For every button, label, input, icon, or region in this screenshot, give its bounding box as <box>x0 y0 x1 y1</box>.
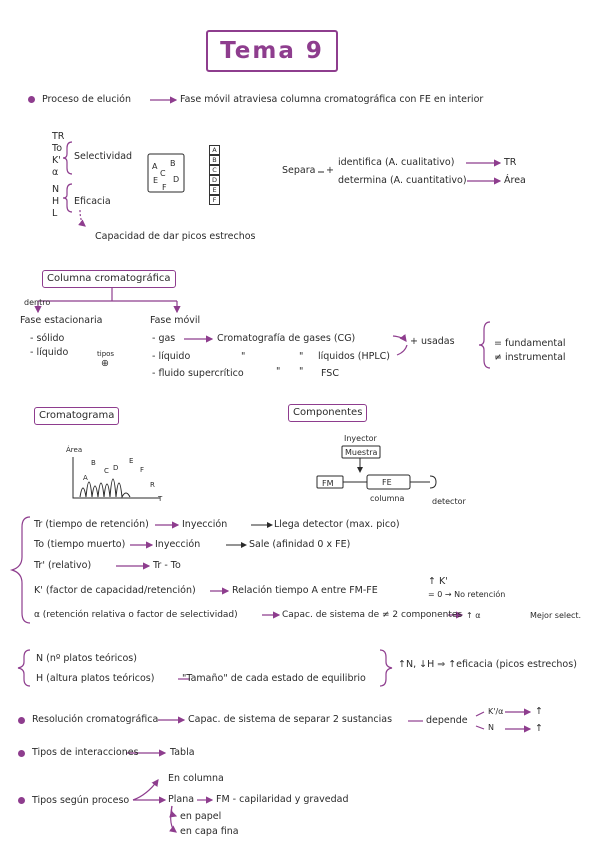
separa-plus: + <box>326 165 334 176</box>
tipos-proceso-left: Tipos según proceso <box>32 795 130 806</box>
eficacia-label: Eficacia <box>74 196 111 207</box>
tipos-interacciones-right: Tabla <box>170 747 195 758</box>
en-capa-fina-text: en capa fina <box>180 826 239 837</box>
diagram-letter: A <box>152 162 158 171</box>
resolucion-dep: depende <box>426 715 468 726</box>
fase-movil-label: Fase móvil <box>150 315 201 326</box>
peak-label: F <box>140 466 145 474</box>
columna-header: Columna cromatográfica <box>42 270 176 288</box>
diagram-letter: E <box>153 176 159 185</box>
kp-result: Relación tiempo A entre FM-FE <box>232 585 378 596</box>
determina-text: determina (A. cuantitativo) <box>338 175 467 186</box>
alpha-up: ↑ α <box>466 611 481 620</box>
tr-result: Llega detector (max. pico) <box>274 519 400 530</box>
tr-definition: Tr (tiempo de retención) <box>34 519 149 530</box>
diagram-letter: F <box>162 183 167 192</box>
to-definition: To (tiempo muerto) <box>34 539 126 550</box>
tipos-label: tipos <box>97 350 115 358</box>
peak-label: C <box>104 467 109 475</box>
fsc-text: FSC <box>321 368 339 379</box>
bullet-icon <box>18 717 25 724</box>
fm-label: FM <box>322 479 334 488</box>
resolucion-up2: ↑ <box>535 723 543 734</box>
resolucion-n: N <box>488 723 494 732</box>
peak-label: E <box>129 457 134 465</box>
fm-capilaridad-text: FM - capilaridad y gravedad <box>216 794 349 805</box>
intro-right: Fase móvil atraviesa columna cromatográfica con FE en interior <box>180 94 484 105</box>
resolucion-k-alpha: K'/α <box>488 707 504 716</box>
chart-t-label: T <box>158 495 163 503</box>
dentro-label: dentro <box>24 298 51 307</box>
separa-label: Separa <box>282 165 316 176</box>
resolucion-up1: ↑ <box>535 706 543 717</box>
peak-label: A <box>83 474 88 482</box>
fase-estacionaria-label: Fase estacionaria <box>20 315 103 326</box>
columna-label: columna <box>370 494 405 503</box>
symbol-k: K' <box>52 155 61 166</box>
fe-label: FE <box>382 478 392 487</box>
boxed-letter: D <box>209 175 220 185</box>
alpha-best: Mejor select. <box>530 611 582 620</box>
bullet-icon <box>28 96 35 103</box>
symbol-to: To <box>52 143 63 154</box>
h-result: "Tamaño" de cada estado de equilibrio <box>182 673 366 684</box>
inyector-label: Inyector <box>344 434 377 443</box>
kp-up: ↑ K' <box>428 576 448 587</box>
symbol-n: N <box>52 184 60 195</box>
intro-left: Proceso de elución <box>42 94 132 105</box>
symbol-h: H <box>52 196 60 207</box>
componentes-header: Componentes <box>288 404 367 422</box>
bullet-icon <box>18 797 25 804</box>
area-text: Área <box>504 175 526 186</box>
en-papel-text: en papel <box>180 811 222 822</box>
trp-definition: Tr' (relativo) <box>34 560 92 571</box>
liquido-fm-item: - líquido <box>152 351 191 362</box>
kp-definition: K' (factor de capacidad/retención) <box>34 585 196 596</box>
ditto-mark: " <box>241 351 246 362</box>
solido-item: - sólido <box>30 333 65 344</box>
tr-step: Inyección <box>182 519 228 530</box>
boxed-letter: B <box>209 155 220 165</box>
to-step: Inyección <box>155 539 201 550</box>
symbol-alpha: α <box>52 167 59 178</box>
bullet-icon <box>18 750 25 757</box>
identifica-text: identifica (A. cualitativo) <box>338 157 455 168</box>
alpha-result: Capac. de sistema de ≠ 2 componentes <box>282 610 463 620</box>
peak-label: R <box>150 481 155 489</box>
diagram-letter: B <box>170 159 176 168</box>
diagram-letter: C <box>160 169 166 178</box>
platos-right: ↑N, ↓H ⇒ ↑eficacia (picos estrechos) <box>398 659 577 670</box>
ditto-mark: " <box>299 366 304 377</box>
plana-text: Plana <box>168 794 195 805</box>
cg-text: Cromatografía de gases (CG) <box>217 333 356 344</box>
trp-result: Tr - To <box>153 560 181 571</box>
fluido-item: - fluido supercrítico <box>152 368 244 379</box>
gas-item: - gas <box>152 333 176 344</box>
peak-label: D <box>113 464 119 472</box>
tipos-symbol: ⊕ <box>101 358 109 369</box>
boxed-letter: F <box>209 195 220 205</box>
resolucion-left: Resolución cromatográfica <box>32 714 159 725</box>
peak-label: B <box>91 459 96 467</box>
boxed-letter: E <box>209 185 220 195</box>
boxed-letter: C <box>209 165 220 175</box>
tipos-interacciones-left: Tipos de interacciones <box>32 747 139 758</box>
en-columna-text: En columna <box>168 773 224 784</box>
n-definition: N (nº platos teóricos) <box>36 653 137 664</box>
resolucion-mid: Capac. de sistema de separar 2 sustancias <box>188 714 393 725</box>
muestra-label: Muestra <box>345 448 378 457</box>
detector-label: detector <box>432 497 466 506</box>
chart-area-label: Área <box>66 446 83 454</box>
usadas-text: + usadas <box>410 336 455 347</box>
to-result: Sale (afinidad 0 x FE) <box>249 539 351 550</box>
fundamental-text: = fundamental <box>494 338 566 349</box>
symbol-tr: TR <box>52 131 65 142</box>
capacidad-label: Capacidad de dar picos estrechos <box>95 231 256 242</box>
ditto-mark: " <box>299 351 304 362</box>
cromatograma-header: Cromatograma <box>34 407 119 425</box>
hplc-text: líquidos (HPLC) <box>318 351 390 362</box>
boxed-letter: A <box>209 145 220 155</box>
diagram-letter: D <box>173 175 180 184</box>
liquido-item: - líquido <box>30 347 69 358</box>
ditto-mark: " <box>276 366 281 377</box>
symbol-l: L <box>52 208 58 219</box>
page-title: Tema 9 <box>206 30 338 72</box>
kp-zero: = 0 → No retención <box>428 590 506 599</box>
selectividad-label: Selectividad <box>74 151 133 162</box>
alpha-definition: α (retención relativa o factor de selectividad) <box>34 610 238 620</box>
h-definition: H (altura platos teóricos) <box>36 673 155 684</box>
tr-text: TR <box>504 157 517 168</box>
instrumental-text: ≠ instrumental <box>494 352 566 363</box>
